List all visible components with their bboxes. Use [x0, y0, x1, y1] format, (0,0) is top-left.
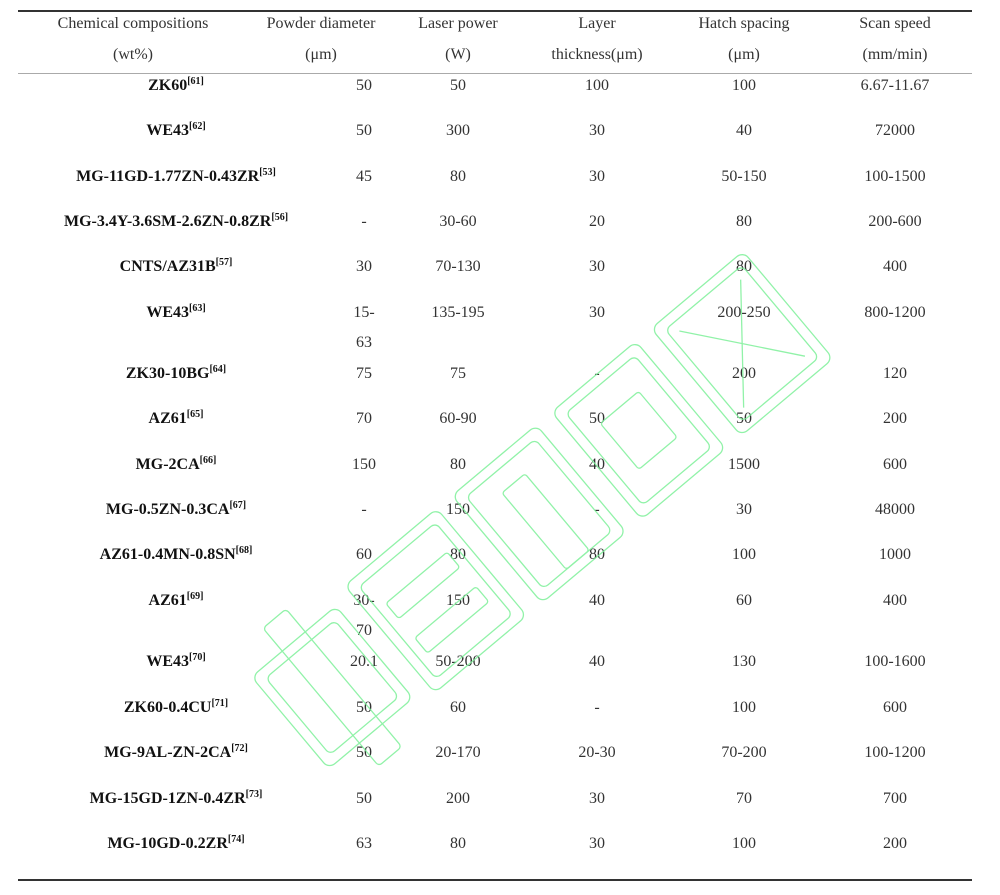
- speed-cell: 100-1500: [864, 168, 926, 185]
- powder-cell: 50: [356, 699, 372, 716]
- layer-cell: 20-30: [578, 744, 616, 761]
- column-header-4-line2: thickness(μm): [551, 46, 643, 63]
- composition-cell: [146, 116, 205, 146]
- hatch-cell: 50: [736, 410, 752, 427]
- composition-cell: [107, 829, 244, 859]
- composition-name: ZK30-10BG: [125, 365, 210, 382]
- column-header-5-line1: Hatch spacing: [698, 15, 790, 32]
- reference-superscript: [63]: [189, 303, 206, 314]
- column-header-4-line1: Layer: [578, 15, 616, 32]
- hatch-cell: 70-200: [721, 744, 767, 761]
- layer-cell: 50: [589, 410, 605, 427]
- powder-cell: 75: [356, 365, 372, 382]
- composition-cell: [146, 647, 205, 677]
- composition-name: MG-2CA: [135, 456, 200, 473]
- composition-name: WE43: [146, 122, 189, 139]
- composition-cell: [100, 540, 253, 570]
- powder-cell: 63: [356, 835, 372, 852]
- power-cell: 70-130: [435, 258, 481, 275]
- layer-cell: 40: [589, 592, 605, 609]
- power-cell: 300: [446, 122, 470, 139]
- powder-cell: 50: [356, 790, 372, 807]
- hatch-cell: 200-250: [717, 304, 771, 321]
- column-header-2-line1: Powder diameter: [266, 15, 376, 32]
- composition-name: WE43: [146, 653, 189, 670]
- reference-superscript: [67]: [229, 500, 247, 511]
- layer-cell: 40: [589, 456, 605, 473]
- power-cell: 50-200: [435, 653, 481, 670]
- hatch-cell: 70: [736, 790, 752, 807]
- power-cell: 150: [446, 592, 470, 609]
- power-cell: 80: [450, 546, 466, 563]
- speed-cell: 600: [883, 699, 907, 716]
- reference-superscript: [74]: [227, 834, 245, 845]
- hatch-cell: 100: [732, 835, 756, 852]
- powder-cell: 45: [356, 168, 372, 185]
- speed-cell: 72000: [875, 122, 915, 139]
- reference-superscript: [68]: [235, 545, 253, 556]
- reference-superscript: [66]: [199, 455, 217, 466]
- speed-cell: 48000: [875, 501, 915, 518]
- power-cell: 80: [450, 835, 466, 852]
- power-cell: 200: [446, 790, 470, 807]
- power-cell: 30-60: [439, 213, 477, 230]
- power-cell: 75: [450, 365, 466, 382]
- composition-cell: [120, 252, 233, 282]
- composition-name: AZ61: [148, 592, 187, 609]
- composition-cell: [90, 784, 263, 814]
- power-cell: 150: [446, 501, 470, 518]
- layer-cell: 20: [589, 213, 605, 230]
- composition-name: MG-0.5ZN-0.3CA: [105, 501, 230, 518]
- power-cell: 20-170: [435, 744, 481, 761]
- speed-cell: 120: [883, 365, 907, 382]
- speed-cell: 6.67-11.67: [860, 77, 930, 94]
- composition-cell: [104, 738, 248, 768]
- powder-cell-continued: 70: [356, 622, 372, 639]
- hatch-cell: 100: [732, 546, 756, 563]
- powder-cell: 50: [356, 744, 372, 761]
- table-bottom-rule: [18, 879, 972, 881]
- powder-cell: 20.1: [350, 653, 378, 670]
- reference-superscript: [64]: [209, 364, 227, 375]
- layer-cell: 30: [589, 258, 605, 275]
- composition-cell: [149, 586, 204, 616]
- reference-superscript: [56]: [271, 212, 289, 223]
- hatch-cell: 60: [736, 592, 752, 609]
- layer-cell: -: [594, 501, 600, 518]
- speed-cell: 100-1600: [864, 653, 926, 670]
- speed-cell: 400: [883, 258, 907, 275]
- hatch-cell: 130: [732, 653, 756, 670]
- composition-name: ZK60: [148, 77, 188, 94]
- composition-name: ZK60-0.4CU: [123, 699, 212, 716]
- reference-superscript: [73]: [245, 789, 263, 800]
- composition-cell: [126, 359, 226, 389]
- layer-cell: 40: [589, 653, 605, 670]
- hatch-cell: 1500: [728, 456, 760, 473]
- power-cell: 135-195: [431, 304, 485, 321]
- hatch-cell: 40: [736, 122, 752, 139]
- composition-cell: [146, 298, 205, 328]
- power-cell: 60: [450, 699, 466, 716]
- hatch-cell: 80: [736, 213, 752, 230]
- hatch-cell: 200: [732, 365, 756, 382]
- composition-name: AZ61: [148, 410, 187, 427]
- hatch-cell: 80: [736, 258, 752, 275]
- composition-cell: [149, 404, 204, 434]
- column-header-1-line1: Chemical compositions: [57, 15, 209, 32]
- reference-superscript: [69]: [186, 591, 204, 602]
- column-header-3-line1: Laser power: [418, 15, 498, 32]
- composition-cell: [106, 495, 246, 525]
- composition-name: MG-9AL-ZN-2CA: [104, 744, 232, 761]
- hatch-cell: 30: [736, 501, 752, 518]
- reference-superscript: [72]: [231, 743, 248, 754]
- composition-cell: [148, 71, 204, 101]
- speed-cell: 1000: [879, 546, 911, 563]
- column-header-5-line2: (μm): [728, 46, 760, 63]
- hatch-cell: 100: [732, 699, 756, 716]
- composition-cell: [136, 450, 217, 480]
- power-cell: 80: [450, 168, 466, 185]
- speed-cell: 800-1200: [864, 304, 926, 321]
- hatch-cell: 50-150: [721, 168, 767, 185]
- column-header-6-line1: Scan speed: [859, 15, 931, 32]
- column-header-1-line2: (wt%): [113, 46, 153, 63]
- composition-cell: [64, 207, 288, 237]
- reference-superscript: [53]: [259, 167, 276, 178]
- powder-cell: -: [361, 213, 367, 230]
- speed-cell: 200: [883, 410, 907, 427]
- composition-name: CNTS/AZ31B: [119, 258, 216, 275]
- reference-superscript: [65]: [186, 409, 204, 420]
- powder-cell: 60: [356, 546, 372, 563]
- composition-name: MG-3.4Y-3.6SM-2.6ZN-0.8ZR: [63, 213, 272, 230]
- powder-cell: 50: [356, 122, 372, 139]
- power-cell: 60-90: [439, 410, 477, 427]
- powder-cell: -: [361, 501, 367, 518]
- layer-cell: 30: [589, 122, 605, 139]
- layer-cell: 30: [589, 835, 605, 852]
- powder-cell-continued: 63: [356, 334, 372, 351]
- powder-cell: 30-: [353, 592, 375, 609]
- layer-cell: -: [594, 699, 600, 716]
- speed-cell: 100-1200: [864, 744, 926, 761]
- speed-cell: 600: [883, 456, 907, 473]
- column-header-2-line2: (μm): [305, 46, 337, 63]
- reference-superscript: [57]: [215, 257, 233, 268]
- hatch-cell: 100: [732, 77, 756, 94]
- powder-cell: 70: [356, 410, 372, 427]
- reference-superscript: [71]: [211, 698, 229, 709]
- composition-cell: [124, 693, 228, 723]
- reference-superscript: [61]: [187, 76, 204, 87]
- layer-cell: 80: [589, 546, 605, 563]
- layer-cell: 30: [589, 790, 605, 807]
- reference-superscript: [62]: [189, 121, 206, 132]
- speed-cell: 200: [883, 835, 907, 852]
- layer-cell: -: [594, 365, 600, 382]
- power-cell: 80: [450, 456, 466, 473]
- powder-cell: 15-: [353, 304, 375, 321]
- column-header-3-line2: (W): [445, 46, 471, 63]
- powder-cell: 30: [356, 258, 372, 275]
- composition-name: WE43: [146, 304, 189, 321]
- speed-cell: 400: [883, 592, 907, 609]
- composition-name: AZ61-0.4MN-0.8SN: [99, 546, 236, 563]
- composition-cell: [76, 162, 276, 192]
- column-header-6-line2: (mm/min): [862, 46, 928, 63]
- composition-name: MG-10GD-0.2ZR: [107, 835, 228, 852]
- composition-name: MG-11GD-1.77ZN-0.43ZR: [76, 168, 260, 185]
- powder-cell: 50: [356, 77, 372, 94]
- speed-cell: 700: [883, 790, 907, 807]
- layer-cell: 30: [589, 304, 605, 321]
- speed-cell: 200-600: [868, 213, 922, 230]
- layer-cell: 100: [585, 77, 609, 94]
- power-cell: 50: [450, 77, 466, 94]
- reference-superscript: [70]: [189, 652, 206, 663]
- layer-cell: 30: [589, 168, 605, 185]
- powder-cell: 150: [352, 456, 376, 473]
- composition-name: MG-15GD-1ZN-0.4ZR: [89, 790, 246, 807]
